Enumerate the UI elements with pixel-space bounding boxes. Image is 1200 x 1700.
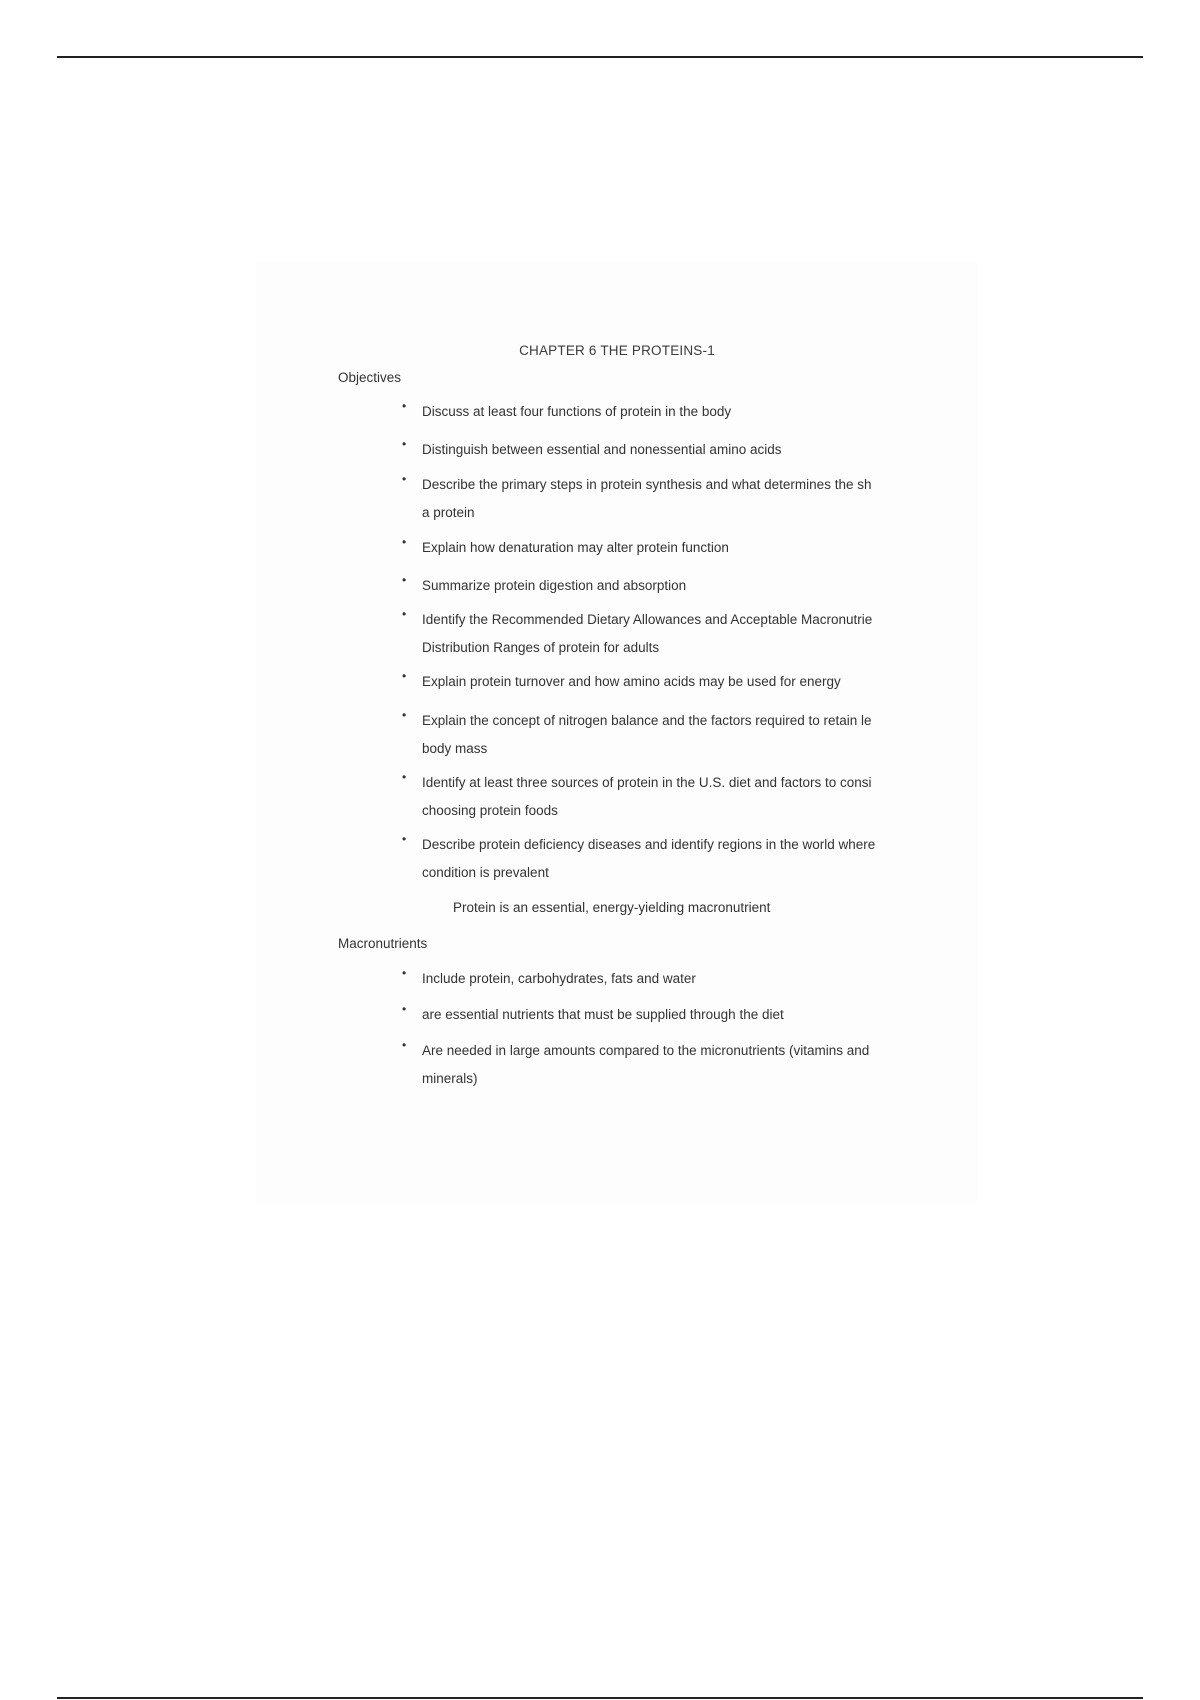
list-item-text: Explain protein turnover and how amino acids may be used for energy — [422, 674, 841, 689]
bullet-icon: • — [402, 607, 407, 621]
document-preview — [256, 262, 978, 1204]
list-item-text: Summarize protein digestion and absorption — [422, 578, 687, 593]
bullet-icon: • — [402, 437, 407, 451]
bullet-icon: • — [402, 708, 407, 722]
list-item-text-continued: condition is prevalent — [422, 865, 549, 880]
bullet-icon: • — [402, 966, 407, 980]
list-item-text: Distinguish between essential and nonessential amino acids — [422, 442, 782, 457]
protein-note: Protein is an essential, energy-yielding macronutrient — [453, 900, 771, 915]
list-item-text-continued: choosing protein foods — [422, 803, 558, 818]
bullet-icon: • — [402, 535, 407, 549]
list-item-text: Explain how denaturation may alter protein function — [422, 540, 729, 555]
list-item-text: Describe the primary steps in protein synthesis and what determines the sh — [422, 477, 872, 492]
bullet-icon: • — [402, 573, 407, 587]
objectives-heading: Objectives — [338, 370, 402, 385]
list-item-text: Describe protein deficiency diseases and identify regions in the world where — [422, 837, 876, 852]
bullet-icon: • — [402, 669, 407, 683]
bullet-icon: • — [402, 1038, 407, 1052]
bullet-icon: • — [402, 1002, 407, 1016]
bullet-icon: • — [402, 399, 407, 413]
document-content — [256, 262, 978, 1204]
list-item-text-continued: a protein — [422, 505, 475, 520]
list-item-text: Identify at least three sources of protein in the U.S. diet and factors to consi — [422, 775, 872, 790]
bullet-icon: • — [402, 472, 407, 486]
document-title: CHAPTER 6 THE PROTEINS-1 — [519, 343, 715, 358]
list-item-text: Explain the concept of nitrogen balance and the factors required to retain le — [422, 713, 872, 728]
list-item-text: Are needed in large amounts compared to the micronutrients (vitamins and — [422, 1043, 870, 1058]
list-item-text: Identify the Recommended Dietary Allowances and Acceptable Macronutrie — [422, 612, 873, 627]
list-item-text: are essential nutrients that must be supplied through the diet — [422, 1007, 784, 1022]
list-item-text: Discuss at least four functions of protein in the body — [422, 404, 732, 419]
list-item-text-continued: minerals) — [422, 1071, 478, 1086]
bullet-icon: • — [402, 770, 407, 784]
bottom-divider — [57, 1697, 1143, 1699]
bullet-icon: • — [402, 832, 407, 846]
macronutrients-heading: Macronutrients — [338, 936, 428, 951]
list-item-text-continued: body mass — [422, 741, 488, 756]
top-divider — [57, 56, 1143, 58]
list-item-text-continued: Distribution Ranges of protein for adults — [422, 640, 660, 655]
list-item-text: Include protein, carbohydrates, fats and water — [422, 971, 696, 986]
